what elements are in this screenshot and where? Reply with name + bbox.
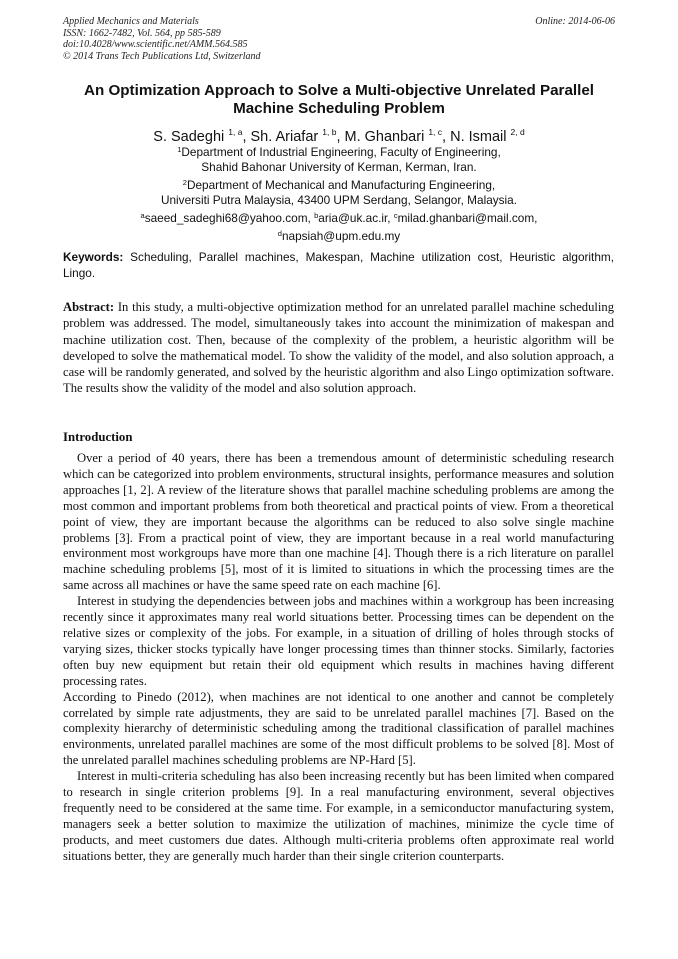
email-address: aria@uk.ac.ir, [318,211,394,225]
body-paragraph: Over a period of 40 years, there has been a tremendous amount of deterministic scheduling research which can be categorized into problem environments, structural insights, performance measures and solution approaches [1, 2]. A review of the literature shows that parallel machine scheduling problems are among the most common and important problems from both theoretical and practical points of view. From a theoretical point of view, they are important because the algorithms can be reduced to also solve single machine problems [3]. From a practical point of view, they are important because in a real world manufacturing environment most workgroups have more than one machine [4]. Though there is a rich literature on parallel machine scheduling problems [5], most of it is limited to situations in which the processing times are the same across all machines or have the same speed rate on each machine [6]. [63,451,614,593]
author-name: M. Ghanbari [344,129,425,145]
affiliations [40,142,638,244]
email-superscript: b [314,211,319,220]
introduction-body [63,451,614,865]
email-line-2 [40,226,638,244]
author-name: Sh. Ariafar [250,129,319,145]
body-paragraph: Interest in multi-criteria scheduling has also been increasing recently but has been limited when compared to research in single criterion problems [9]. In a real manufacturing environment, several objectives frequently need to be considered at the same time. For example, in a semiconductor manufacturing system, managers seek a better solution to maximize the utilization of machines, minimize the cycle time of products, and meet customers due dates. Although multi-criteria problems often approximate real world situations better, they are generally much harder than their single criterion counterparts. [63,769,614,863]
issn-line: ISSN: 1662-7482, Vol. 564, pp 585-589 [63,27,221,39]
email-superscript: d [277,229,282,238]
author-name: S. Sadeghi [153,129,225,145]
author-separator: , [336,129,345,145]
email-address: napsiah@upm.edu.my [281,229,401,243]
title-line-1: An Optimization Approach to Solve a Multi-objective Unrelated Parallel [84,82,594,99]
author-separator: , [242,129,251,145]
body-paragraph: Interest in studying the dependencies between jobs and machines within a workgroup has been increasing recently since it approximates many real world situations better. Processing times can be dependent on the relative sizes or complexity of the jobs. For example, in a situation of drilling of holes through stocks of varying sizes, thicker stocks typically have longer processing times than thinner stocks. Similarly, factories often buy new equipment but retain their old equipment which results in machines having different processing rates. [63,594,614,688]
email-superscript: a [140,211,145,220]
affiliation-1-line-2: Shahid Bahonar University of Kerman, Kerman, Iran. [201,160,477,174]
author-superscript: 1, a [228,127,243,137]
introduction-heading: Introduction [63,430,133,444]
affiliation-superscript: 1 [177,145,182,154]
doi-line: doi:10.4028/www.scientific.net/AMM.564.585 [63,39,248,50]
copyright-line: © 2014 Trans Tech Publications Ltd, Switzerland [63,50,261,62]
online-date: Online: 2014-06-06 [535,16,615,27]
journal-header [63,16,261,62]
affiliation-2-line-1 [40,175,638,193]
title-line-2: Machine Scheduling Problem [233,100,445,117]
author-separator: , [442,129,451,145]
email-address: saeed_sadeghi68@yahoo.com, [144,211,315,225]
keywords-paragraph [63,250,614,281]
author-superscript: 1, c [428,127,443,137]
affiliation-text: Department of Industrial Engineering, Faculty of Engineering, [181,145,501,159]
email-address: milad.ghanbari@mail.com, [397,211,538,225]
abstract-text: In this study, a multi-objective optimization method for an unrelated parallel machine scheduling problem was addressed. The model, simultaneously takes into account the minimization of makespan and machine utilization cost. Then, because of the complexity of the problem, a heuristic algorithm will be developed to solve the mathematical model. To show the validity of the model, and also solution approach, a case will be randomly generated, and solved by the heuristic algorithm and also Lingo optimization software. The results show the validity of the model and also solution approach. [63,300,614,396]
affiliation-text: Department of Mechanical and Manufacturing Engineering, [186,178,496,192]
abstract-label: Abstract: [63,300,115,314]
body-paragraph: According to Pinedo (2012), when machines are not identical to one another and cannot be completely correlated by simple rate adjustments, they are said to be unrelated parallel machines [7]. Based on the complexity hierarchy of deterministic scheduling among the traditional classification of parallel machines environments, unrelated parallel machines are some of the most difficult problems to be solved [8]. Most of the unrelated parallel machines scheduling problems are NP-Hard [5]. [63,689,614,768]
affiliation-superscript: 2 [182,178,187,187]
affiliation-2-line-2: Universiti Putra Malaysia, 43400 UPM Serdang, Selangor, Malaysia. [160,193,518,207]
author-name: N. Ismail [450,129,507,145]
author-superscript: 1, b [322,127,337,137]
author-superscript: 2, d [510,127,525,137]
email-line-1 [40,208,638,226]
keywords-text: Scheduling, Parallel machines, Makespan, Machine utilization cost, Heuristic algorithm, Lingo. [63,250,614,280]
abstract-paragraph [63,299,614,397]
journal-name: Applied Mechanics and Materials [63,16,199,27]
affiliation-1-line-1 [40,142,638,160]
paper-title [55,82,623,118]
email-superscript: c [393,211,398,220]
keywords-label: Keywords: [63,250,124,264]
